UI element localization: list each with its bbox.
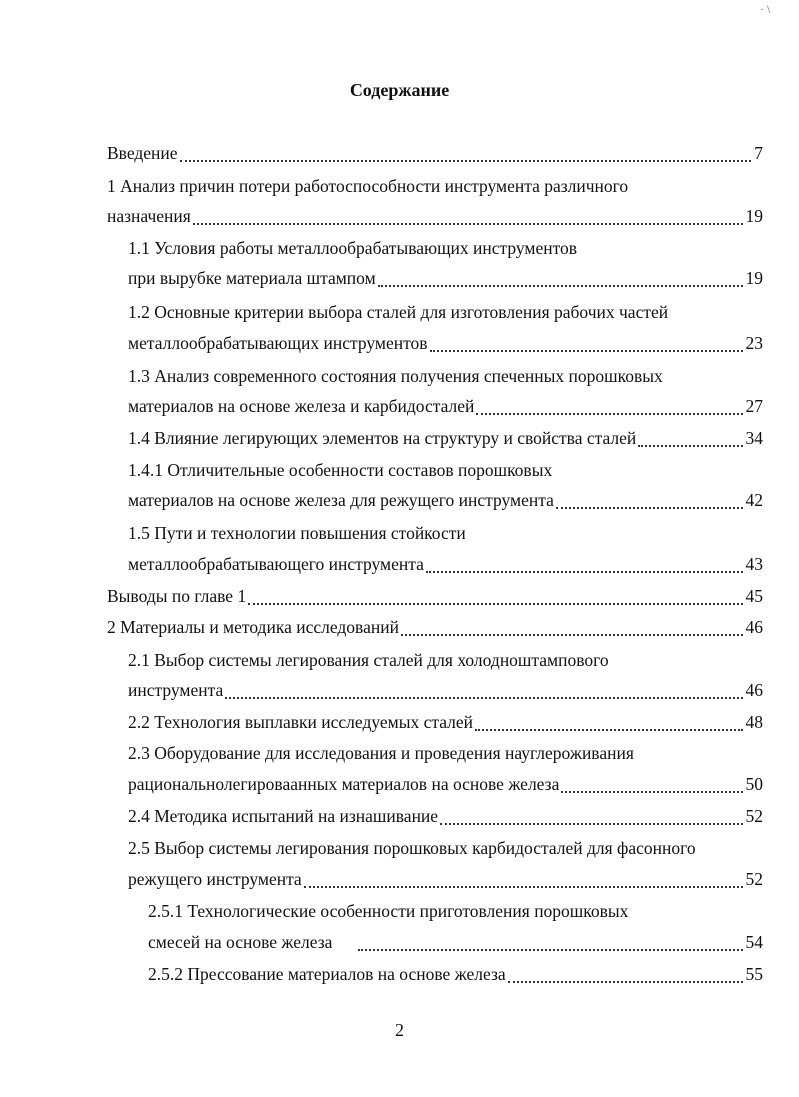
toc-entry-text: 2.5.2 Прессование материалов на основе железа	[148, 964, 506, 984]
toc-entry-text: при вырубке материала штампом	[128, 268, 376, 288]
dot-leader	[561, 791, 742, 793]
toc-entry-text: назначения	[107, 206, 191, 226]
toc-entry-text: Выводы по главе 1	[107, 586, 247, 606]
page-number: 2	[395, 1020, 404, 1040]
toc-entry-1-5-line1[interactable]: 1.5 Пути и технологии повышения стойкости	[128, 523, 466, 543]
dot-leader	[430, 350, 743, 352]
toc-entry-2-1-line1[interactable]: 2.1 Выбор системы легирования сталей для холодноштампового	[128, 650, 609, 670]
dot-leader	[638, 445, 742, 447]
toc-entry-1-5[interactable]	[128, 554, 763, 578]
dot-leader	[401, 634, 743, 636]
dot-leader	[426, 571, 743, 573]
toc-entry-text: смесей на основе железа	[148, 932, 333, 952]
toc-entry-2-3[interactable]	[128, 774, 763, 798]
toc-entry-1-1-line1[interactable]: 1.1 Условия работы металлообрабатывающих инструментов	[128, 238, 578, 258]
toc-entry-ch2[interactable]	[107, 617, 763, 641]
toc-page-number: 50	[745, 774, 763, 794]
toc-page-number: 48	[745, 712, 763, 732]
scan-artifact: · \	[760, 2, 771, 16]
toc-entry-text: материалов на основе железа и карбидосталей	[128, 396, 475, 416]
dot-leader	[225, 697, 742, 699]
toc-entry-text: режущего инструмента	[128, 869, 302, 889]
toc-entry-text: материалов на основе железа для режущего инструмента	[128, 490, 554, 510]
toc-entry-text: инструмента	[128, 680, 224, 700]
toc-page-number: 23	[745, 333, 763, 353]
toc-entry-text: 2 Материалы и методика исследований	[107, 617, 399, 637]
toc-entry-2-5-1[interactable]	[148, 932, 763, 956]
dot-leader	[475, 729, 742, 731]
toc-entry-1-3-line1[interactable]: 1.3 Анализ современного состояния получения спеченных порошковых	[128, 366, 663, 386]
toc-page-number: 7	[754, 143, 763, 163]
toc-entry-ch1-line1[interactable]: 1 Анализ причин потери работоспособности инструмента различного	[107, 176, 629, 196]
toc-entry-text: рациональнолегироваанных материалов на основе железа	[128, 774, 560, 794]
dot-leader	[476, 413, 742, 415]
dot-leader	[248, 603, 742, 605]
toc-entry-2-1[interactable]	[128, 680, 763, 704]
dot-leader	[193, 223, 743, 225]
toc-entry-2-3-line1[interactable]: 2.3 Оборудование для исследования и проведения науглероживания	[128, 743, 634, 763]
toc-entry-2-5-2[interactable]	[148, 964, 763, 988]
toc-entry-text: 1.4 Влияние легирующих элементов на структуру и свойства сталей	[128, 428, 637, 448]
toc-page-number: 19	[745, 206, 763, 226]
toc-page-number: 54	[745, 932, 763, 952]
toc-entry-1-4-1-line1[interactable]: 1.4.1 Отличительные особенности составов порошковых	[128, 460, 553, 480]
toc-entry-text: Введение	[107, 143, 178, 163]
toc-page-number: 43	[745, 554, 763, 574]
dot-leader	[180, 160, 752, 162]
toc-entry-text: металлообрабатывающих инструментов	[128, 333, 428, 353]
toc-entry-1-1[interactable]	[128, 268, 763, 292]
toc-page-number: 55	[745, 964, 763, 984]
toc-page-number: 45	[745, 586, 763, 606]
toc-entry-2-4[interactable]	[128, 806, 763, 830]
toc-entry-2-5-line1[interactable]: 2.5 Выбор системы легирования порошковых карбидосталей для фасонного	[128, 838, 696, 858]
toc-page-number: 19	[745, 268, 763, 288]
toc-entry-conclusions-1[interactable]	[107, 586, 763, 610]
toc-entry-1-4-1[interactable]	[128, 490, 763, 514]
toc-entry-text: металлообрабатывающего инструмента	[128, 554, 424, 574]
toc-page-number: 46	[745, 617, 763, 637]
toc-entry-ch1[interactable]	[107, 206, 763, 230]
dot-leader	[304, 886, 743, 888]
toc-page-number: 34	[745, 428, 763, 448]
toc-page-number: 27	[745, 396, 763, 416]
toc-entry-2-5[interactable]	[128, 869, 763, 893]
dot-leader	[378, 285, 743, 287]
page-title: Содержание	[349, 80, 450, 100]
toc-entry-1-2[interactable]	[128, 333, 763, 357]
toc-entry-2-5-1-line1[interactable]: 2.5.1 Технологические особенности приготовления порошковых	[148, 901, 629, 921]
toc-entry-intro[interactable]	[107, 143, 763, 167]
toc-entry-text: 2.2 Технология выплавки исследуемых сталей	[128, 712, 474, 732]
dot-leader	[556, 507, 743, 509]
toc-entry-1-3[interactable]	[128, 396, 763, 420]
dot-leader	[440, 823, 742, 825]
toc-page-number: 42	[745, 490, 763, 510]
toc-entry-2-2[interactable]	[128, 712, 763, 736]
dot-leader	[508, 981, 743, 983]
toc-entry-text: 2.4 Методика испытаний на изнашивание	[128, 806, 439, 826]
toc-page-number: 52	[745, 869, 763, 889]
toc-page-number: 46	[745, 680, 763, 700]
toc-entry-1-2-line1[interactable]: 1.2 Основные критерии выбора сталей для изготовления рабочих частей	[128, 302, 669, 322]
toc-page-number: 52	[745, 806, 763, 826]
toc-entry-1-4[interactable]	[128, 428, 763, 452]
dot-leader	[358, 949, 742, 951]
